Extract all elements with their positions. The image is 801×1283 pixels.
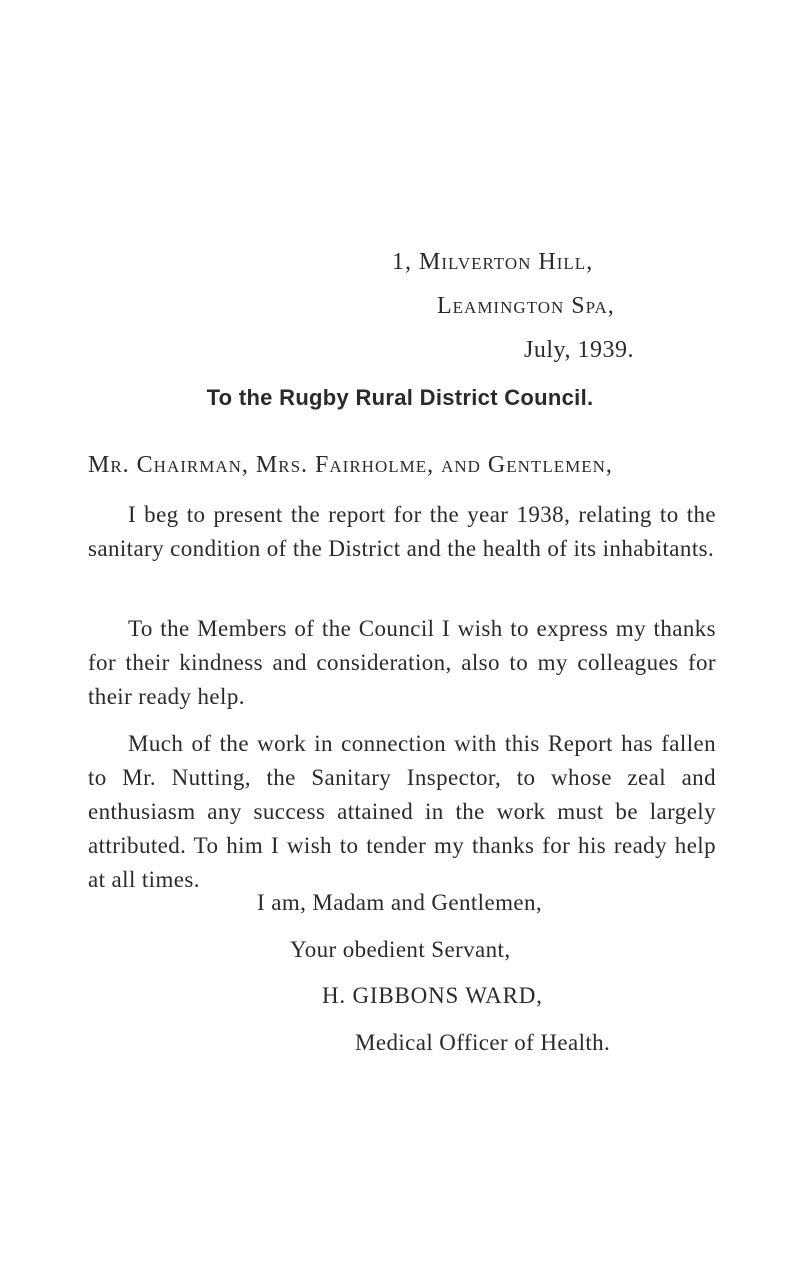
paragraph-report: I beg to present the report for the year 1938, relating to the sanitary condition of the District and the health of its inhabitants.: [88, 502, 716, 561]
signatory-title: Medical Officer of Health.: [355, 1030, 611, 1055]
letter-date: July, 1939.: [524, 337, 634, 363]
paragraph-thanks-members: To the Members of the Council I wish to express my thanks for their kindness and consideration, also to my colleagues for their ready help.: [88, 616, 716, 709]
address-line-2: Leamington Spa,: [437, 293, 615, 319]
closing-line: I am, Madam and Gentlemen,: [257, 890, 543, 915]
closing-servant: Your obedient Servant,: [290, 937, 511, 962]
signatory-name: H. GIBBONS WARD,: [322, 983, 543, 1008]
salutation: Mr. Chairman, Mrs. Fairholme, and Gentlemen,: [88, 452, 613, 478]
letter-heading: To the Rugby Rural District Council.: [206, 385, 594, 410]
paragraph-thanks-inspector: Much of the work in connection with this Report has fallen to Mr. Nutting, the Sanitary Inspector, to whose zeal and enthusiasm any success attained in the work must be largely attributed. To him I wish to tender my thanks for his ready help at all times.: [88, 731, 716, 892]
address-line-1: 1, Milverton Hill,: [392, 249, 594, 275]
